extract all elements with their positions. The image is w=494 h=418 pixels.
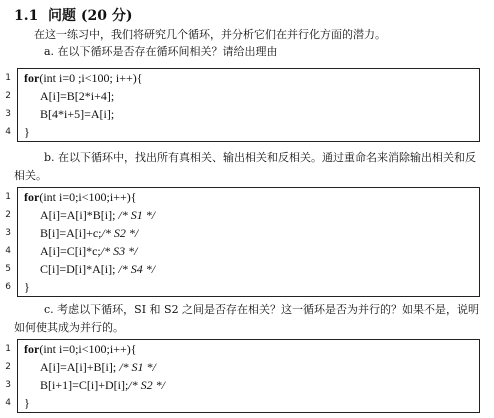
code-text [40, 87, 114, 105]
code-line [5, 260, 479, 278]
line-number: 4 [5, 398, 11, 408]
line-number: 4 [5, 127, 11, 137]
question-c-prompt [14, 301, 482, 337]
section-number: 1.1 [14, 8, 39, 24]
question-c-text: c. 考虑以下循环，SI 和 S2 之间是否存在相关？这一循环是否为并行的？如果不是，说明如何使其成为并行的。 [14, 303, 480, 334]
code-statement: B[i]=A[i]+c; [40, 226, 102, 240]
code-line [5, 394, 479, 412]
code-comment: /* S1 */ [118, 208, 156, 222]
code-text [40, 105, 114, 123]
code-line [5, 376, 479, 394]
code-text [24, 340, 137, 358]
code-text [24, 69, 143, 87]
code-line [5, 224, 479, 242]
line-number: 1 [5, 344, 11, 354]
code-text [40, 206, 155, 224]
code-comment: /* S4 */ [118, 262, 156, 276]
code-line [5, 358, 479, 376]
question-a-prompt [14, 43, 482, 61]
line-number: 2 [5, 362, 11, 372]
code-comment: /* S1 */ [119, 360, 156, 374]
code-block-c [5, 339, 480, 413]
code-statement: (int i=0;i<100;i++){ [39, 342, 137, 356]
line-number: 5 [5, 264, 11, 274]
code-keyword: for [24, 190, 40, 204]
code-line [5, 188, 479, 206]
code-statement: A[i]=A[i]+B[i]; [40, 360, 120, 374]
code-statement: } [24, 280, 30, 294]
code-block-a [5, 68, 480, 142]
code-statement: } [24, 396, 30, 410]
code-line [5, 123, 479, 141]
code-text [40, 260, 155, 278]
intro-text: 在这一练习中，我们将研究几个循环，并分析它们在并行化方面的潜力。 [34, 28, 386, 41]
code-statement: C[i]=D[i]*A[i]; [40, 262, 119, 276]
code-statement: A[i]=B[2*i+4]; [40, 89, 115, 103]
code-comment: /* S2 */ [101, 226, 139, 240]
code-statement: A[i]=A[i]*B[i]; [40, 208, 119, 222]
code-statement: B[i+1]=C[i]+D[i]; [40, 378, 129, 392]
code-statement: A[i]=C[i]*c; [40, 244, 101, 258]
code-text [24, 278, 30, 296]
code-text [24, 123, 30, 141]
question-b-prompt [14, 149, 482, 185]
code-statement: (int i=0;i<100;i++){ [39, 190, 137, 204]
question-b-text: b. 在以下循环中，找出所有真相关、输出相关和反相关。通过重命名来消除输出相关和反相关。 [14, 151, 477, 182]
line-number: 3 [5, 109, 11, 119]
question-a-text: a. 在以下循环是否存在循环间相关？请给出理由 [44, 45, 278, 58]
line-number: 4 [5, 246, 11, 256]
code-line [5, 105, 479, 123]
code-text [40, 242, 137, 260]
intro-paragraph [14, 26, 482, 44]
code-text [24, 394, 30, 412]
line-number: 2 [5, 91, 11, 101]
code-comment: /* S3 */ [100, 244, 138, 258]
code-line [5, 278, 479, 296]
code-line [5, 69, 479, 87]
code-keyword: for [24, 342, 40, 356]
section-heading [14, 5, 132, 25]
code-line [5, 340, 479, 358]
code-statement: B[4*i+5]=A[i]; [40, 107, 115, 121]
section-title: 问题 (20 分) [48, 8, 133, 24]
code-text [24, 188, 137, 206]
code-text [40, 358, 156, 376]
line-number: 6 [5, 282, 11, 292]
code-statement: (int i=0 ;i<100; i++){ [39, 71, 143, 85]
line-number: 1 [5, 192, 11, 202]
code-line [5, 87, 479, 105]
line-number: 1 [5, 73, 11, 83]
line-number: 3 [5, 380, 11, 390]
code-block-b [5, 187, 480, 297]
code-line [5, 242, 479, 260]
code-comment: /* S2 */ [128, 378, 165, 392]
line-number: 3 [5, 228, 11, 238]
code-keyword: for [24, 71, 40, 85]
code-text [40, 376, 165, 394]
code-line [5, 206, 479, 224]
line-number: 2 [5, 210, 11, 220]
code-statement: } [24, 125, 30, 139]
code-text [40, 224, 138, 242]
